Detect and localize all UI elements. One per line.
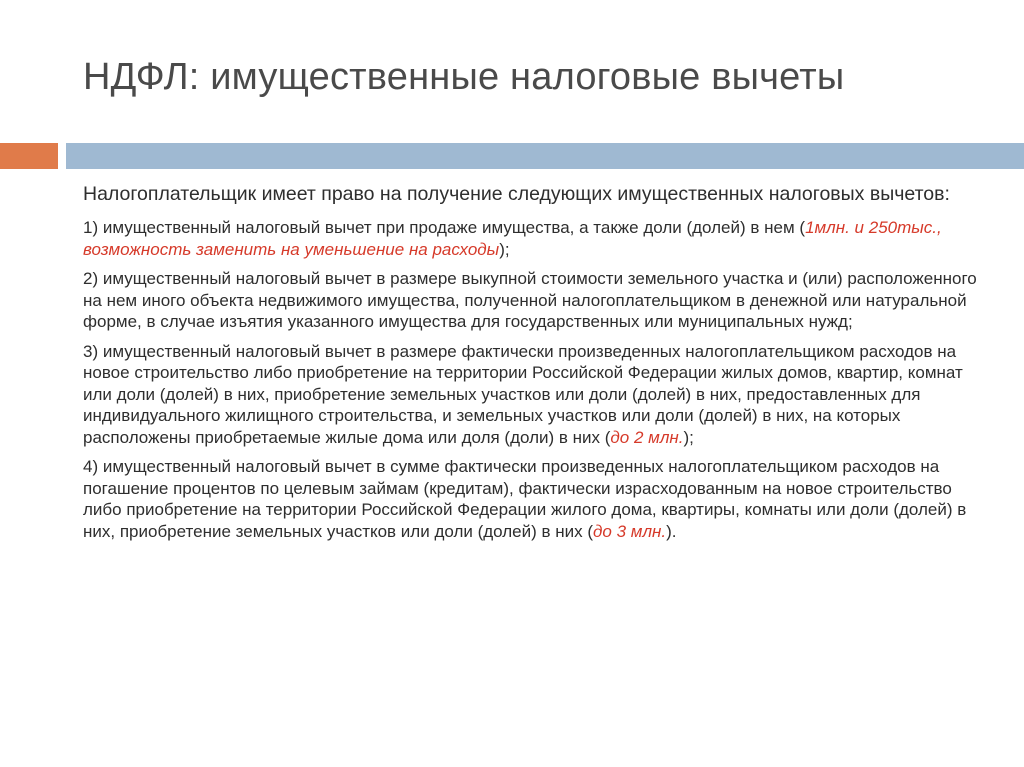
deduction-item-3: [83, 341, 983, 449]
accent-bar: [0, 143, 58, 169]
deduction-item-1: [83, 217, 983, 260]
item-highlight: 1млн. и 250тыс., возможность заменить на уменьшение на расходы: [83, 218, 942, 259]
item-text: 1) имущественный налоговый вычет при продаже имущества, а также доли (долей) в нем (: [83, 218, 806, 237]
deduction-item-2: [83, 268, 983, 333]
item-text: 2) имущественный налоговый вычет в размере выкупной стоимости земельного участка и (или) расположенного на нем иного объекта недвижимого имущества, полученной налогоплательщиком в денежной или натуральной форме, в случае изъятия указанного имущества для государственных или муниципальных нужд;: [83, 269, 977, 331]
item-text-end: );: [499, 239, 510, 259]
item-highlight: до 3 млн.: [593, 521, 667, 541]
item-text-end: ).: [666, 521, 677, 541]
item-highlight: до 2 млн.: [610, 427, 684, 447]
deduction-item-4: [83, 456, 983, 542]
item-text: 4) имущественный налоговый вычет в сумме фактически произведенных налогоплательщиком расходов на погашение процентов по целевым займам (кредитам), фактически израсходованным на новое строительство либо приобретение на территории Российской Федерации жилого дома, квартиры, комнаты или доли (долей) в них, приобретение земельных участков или доли (долей) в них (: [83, 457, 967, 541]
slide-title: НДФЛ: имущественные налоговые вычеты: [83, 56, 845, 98]
header-divider-bar: [66, 143, 1024, 169]
item-text: 3) имущественный налоговый вычет в размере фактически произведенных налогоплательщиком расходов на новое строительство либо приобретение на территории Российской Федерации жилых домов, квартир, комнат или доли (долей) в них, приобретение земельных участков или доли (долей) в них, предоставленных для индивидуального жилищного строительства, и земельных участков или доли (долей) в них, на которых расположены приобретаемые жилые дома или доля (доли) в них (: [83, 341, 963, 447]
intro-paragraph: Налогоплательщик имеет право на получение следующих имущественных налоговых вычетов:: [83, 183, 950, 205]
item-text-end: );: [683, 427, 694, 447]
slide-content: [83, 183, 983, 550]
